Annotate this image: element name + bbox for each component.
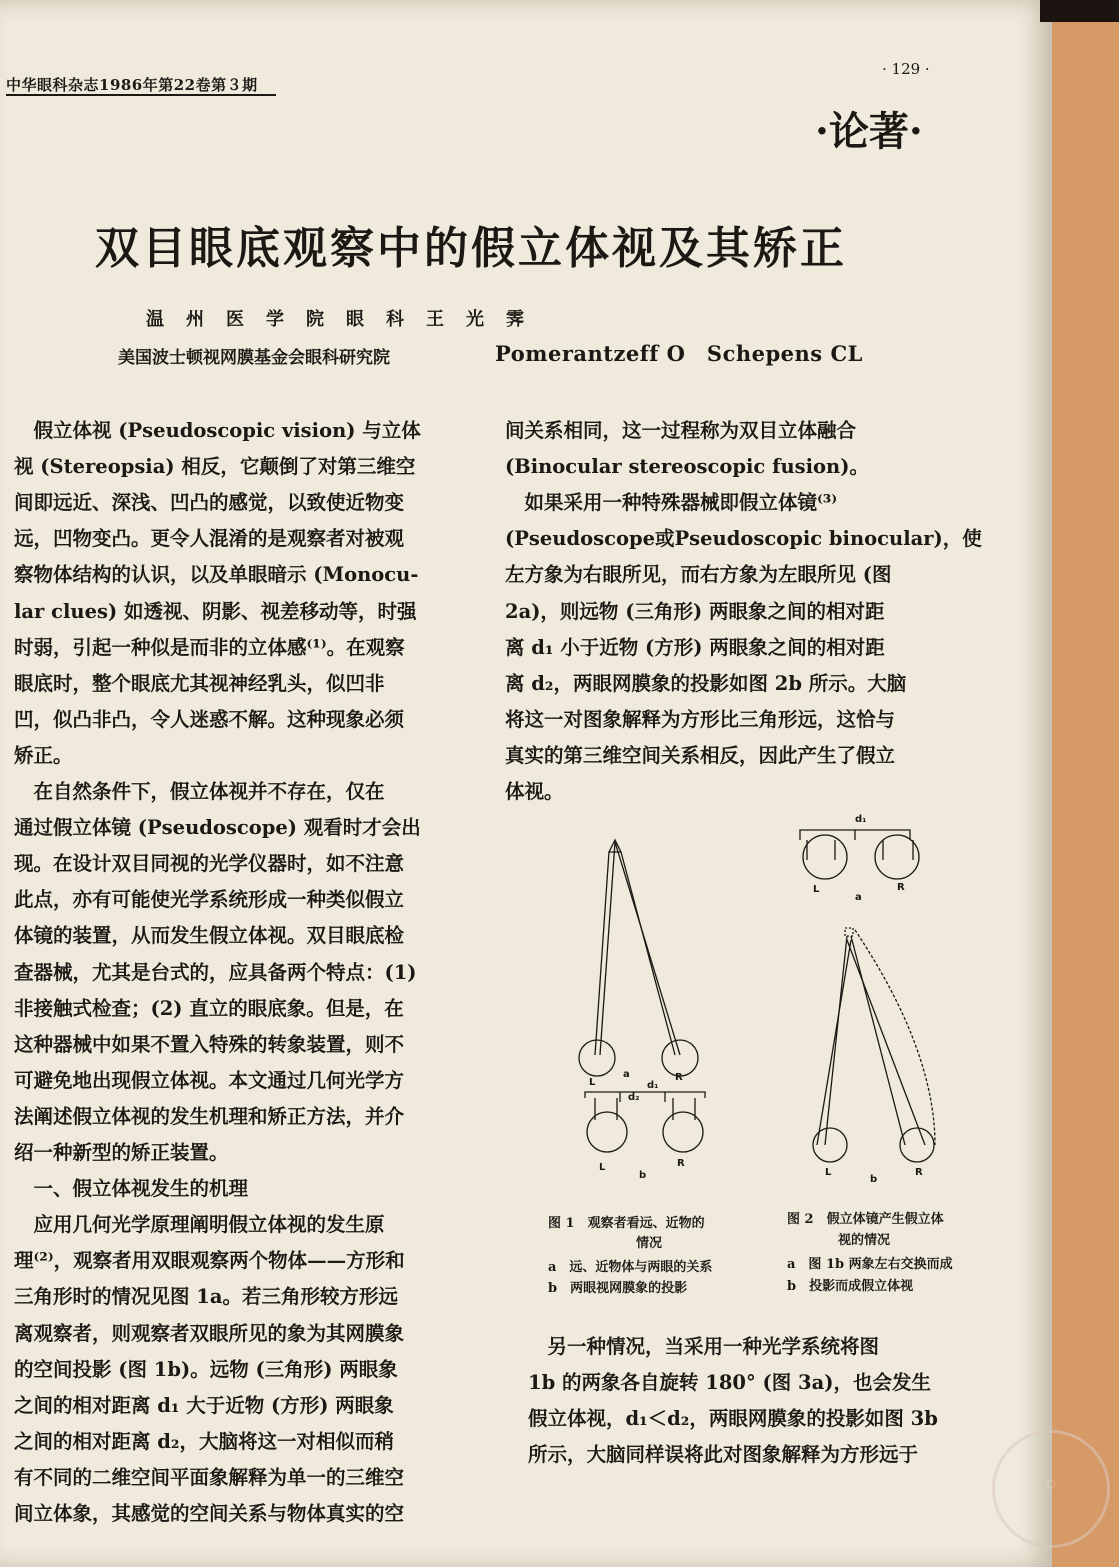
text-line: 左方象为右眼所见，而右方象为左眼所见 (图 xyxy=(505,563,892,587)
text-line: 凹，似凸非凸，令人迷惑不解。这种现象必须 xyxy=(14,707,405,731)
fig2-caption-title: 图 2 假立体镜产生假立体 xyxy=(787,1212,944,1227)
fig1-label-R: R xyxy=(677,1158,685,1169)
fig2-label-b: b xyxy=(870,1174,878,1185)
text-line: 眼底时，整个眼底尤其视神经乳头，似凹非 xyxy=(14,671,385,695)
text-line: 离 d₁ 小于近物 (方形) 两眼象之间的相对距 xyxy=(505,635,885,659)
header-rule xyxy=(6,94,276,96)
fig2-label-L-top: L xyxy=(813,884,820,895)
text-line: 理⁽²⁾，观察者用双眼观察两个物体——方形和 xyxy=(14,1249,405,1273)
article-title: 双目眼底观察中的假立体视及其矫正 xyxy=(95,223,847,274)
text-line: lar clues) 如透视、阴影、视差移动等，时强 xyxy=(14,599,417,623)
text-line: 可避免地出现假立体视。本文通过几何光学方 xyxy=(14,1068,405,1092)
text-line: 2a)，则远物 (三角形) 两眼象之间的相对距 xyxy=(505,599,885,623)
figure-2-diagram xyxy=(785,800,965,1190)
fig2-label-R-top: R xyxy=(897,882,905,893)
text-line: 非接触式检查；(2) 直立的眼底象。但是，在 xyxy=(14,996,404,1020)
fig2-caption-a: a 图 1b 两象左右交换而成 xyxy=(787,1257,953,1272)
text-line: 假立体视，d₁＜d₂，两眼网膜象的投影如图 3b xyxy=(528,1407,938,1431)
adjacent-page-edge xyxy=(1052,0,1119,1567)
text-line: 此点，亦有可能使光学系统形成一种类似假立 xyxy=(14,888,405,912)
fig1-label-a: a xyxy=(623,1069,630,1080)
text-line: 假立体视 (Pseudoscopic vision) 与立体 xyxy=(14,419,421,442)
text-line: 如果采用一种特殊器械即假立体镜⁽³⁾ xyxy=(505,491,838,515)
page-number: · 129 · xyxy=(882,60,930,78)
text-line: 体视。 xyxy=(505,780,564,803)
text-line: 法阐述假立体视的发生机理和矫正方法，并介 xyxy=(14,1104,405,1128)
fig2-caption-title-2: 视的情况 xyxy=(838,1233,891,1248)
text-line: (Binocular stereoscopic fusion)。 xyxy=(505,455,869,479)
text-line: 的空间投影 (图 1b)。远物 (三角形) 两眼象 xyxy=(14,1357,398,1381)
text-line: 有不同的二维空间平面象解释为单一的三维空 xyxy=(14,1465,405,1489)
fig2-caption-b: b 投影而成假立体视 xyxy=(787,1279,914,1294)
fig1-label-R-top: R xyxy=(675,1072,683,1083)
text-line: 离 d₂，两眼网膜象的投影如图 2b 所示。大脑 xyxy=(505,671,907,695)
text-line: 将这一对图象解释为方形比三角形远，这恰与 xyxy=(505,707,896,731)
text-line: 另一种情况，当采用一种光学系统将图 xyxy=(528,1335,880,1358)
text-line: 三角形时的情况见图 1a。若三角形较方形远 xyxy=(14,1285,398,1309)
text-line: 应用几何光学原理阐明假立体视的发生原 xyxy=(14,1213,385,1237)
journal-header: 中华眼科杂志1986年第22卷第３期 xyxy=(6,76,258,94)
fig2-label-L: L xyxy=(825,1167,832,1178)
text-line: 矫正。 xyxy=(14,743,73,767)
text-line: 查器械，尤其是台式的，应具备两个特点：(1) xyxy=(14,960,417,984)
text-line: 这种器械中如果不置入特殊的转象装置，则不 xyxy=(14,1032,405,1056)
text-line: 时弱，引起一种似是而非的立体感⁽¹⁾。在观察 xyxy=(14,635,405,659)
fig1-label-L: L xyxy=(599,1162,606,1173)
text-line: 一、假立体视发生的机理 xyxy=(14,1177,249,1201)
affiliation-2-en: Pomerantzeff O Schepens CL xyxy=(495,341,863,366)
text-line: 在自然条件下，假立体视并不存在，仅在 xyxy=(14,780,385,803)
figure-1-diagram xyxy=(565,830,730,1200)
text-line: 通过假立体镜 (Pseudoscope) 观看时才会出 xyxy=(14,816,421,840)
fig1-label-d1: d₁ xyxy=(647,1080,659,1091)
text-line: 远，凹物变凸。更令人混淆的是观察者对被观 xyxy=(14,527,405,551)
text-line: 现。在设计双目同视的光学仪器时，如不注意 xyxy=(14,852,405,876)
affiliation-2-cn: 美国波士顿视网膜基金会眼科研究院 xyxy=(118,348,390,368)
fig1-label-d2: d₂ xyxy=(628,1092,640,1103)
dark-background-corner xyxy=(1040,0,1119,22)
text-line: 之间的相对距离 d₁ 大于近物 (方形) 两眼象 xyxy=(14,1393,394,1417)
fig2-label-a: a xyxy=(855,892,862,903)
text-line: 体镜的装置，从而发生假立体视。双目眼底检 xyxy=(14,924,405,948)
text-line: 离观察者，则观察者双眼所见的象为其网膜象 xyxy=(14,1321,405,1345)
fig1-caption-a: a 远、近物体与两眼的关系 xyxy=(548,1260,713,1275)
fig2-label-R: R xyxy=(915,1167,923,1178)
section-label: ·论著· xyxy=(815,108,923,155)
fig1-caption-title-2: 情况 xyxy=(636,1236,663,1251)
text-line: 察物体结构的认识，以及单眼暗示 (Monocu- xyxy=(14,563,419,587)
text-line: 所示，大脑同样误将此对图象解释为方形远于 xyxy=(528,1443,919,1467)
fig1-label-b: b xyxy=(639,1170,647,1181)
text-line: 间立体象，其感觉的空间关系与物体真实的空 xyxy=(14,1502,405,1525)
museum-stamp-watermark: ◌ xyxy=(992,1430,1110,1548)
text-line: 间关系相同，这一过程称为双目立体融合 xyxy=(505,419,857,442)
text-line: (Pseudoscope或Pseudoscopic binocular)，使 xyxy=(505,527,982,551)
fig1-label-L-top: L xyxy=(589,1077,596,1088)
fig2-label-d1: d₁ xyxy=(855,814,867,825)
text-line: 1b 的两象各自旋转 180° (图 3a)，也会发生 xyxy=(528,1371,931,1395)
text-line: 间即远近、深浅、凹凸的感觉，以致使近物变 xyxy=(14,491,405,515)
text-line: 之间的相对距离 d₂，大脑将这一对相似而稍 xyxy=(14,1429,394,1453)
fig1-caption-b: b 两眼视网膜象的投影 xyxy=(548,1281,688,1296)
fig1-caption-title: 图 1 观察者看远、近物的 xyxy=(548,1216,705,1231)
text-line: 绍一种新型的矫正装置。 xyxy=(14,1141,229,1164)
text-line: 真实的第三维空间关系相反，因此产生了假立 xyxy=(505,743,896,767)
text-line: 视 (Stereopsia) 相反，它颠倒了对第三维空 xyxy=(14,455,416,479)
affiliation-1: 温州医学院眼科王光霁 xyxy=(146,309,546,330)
